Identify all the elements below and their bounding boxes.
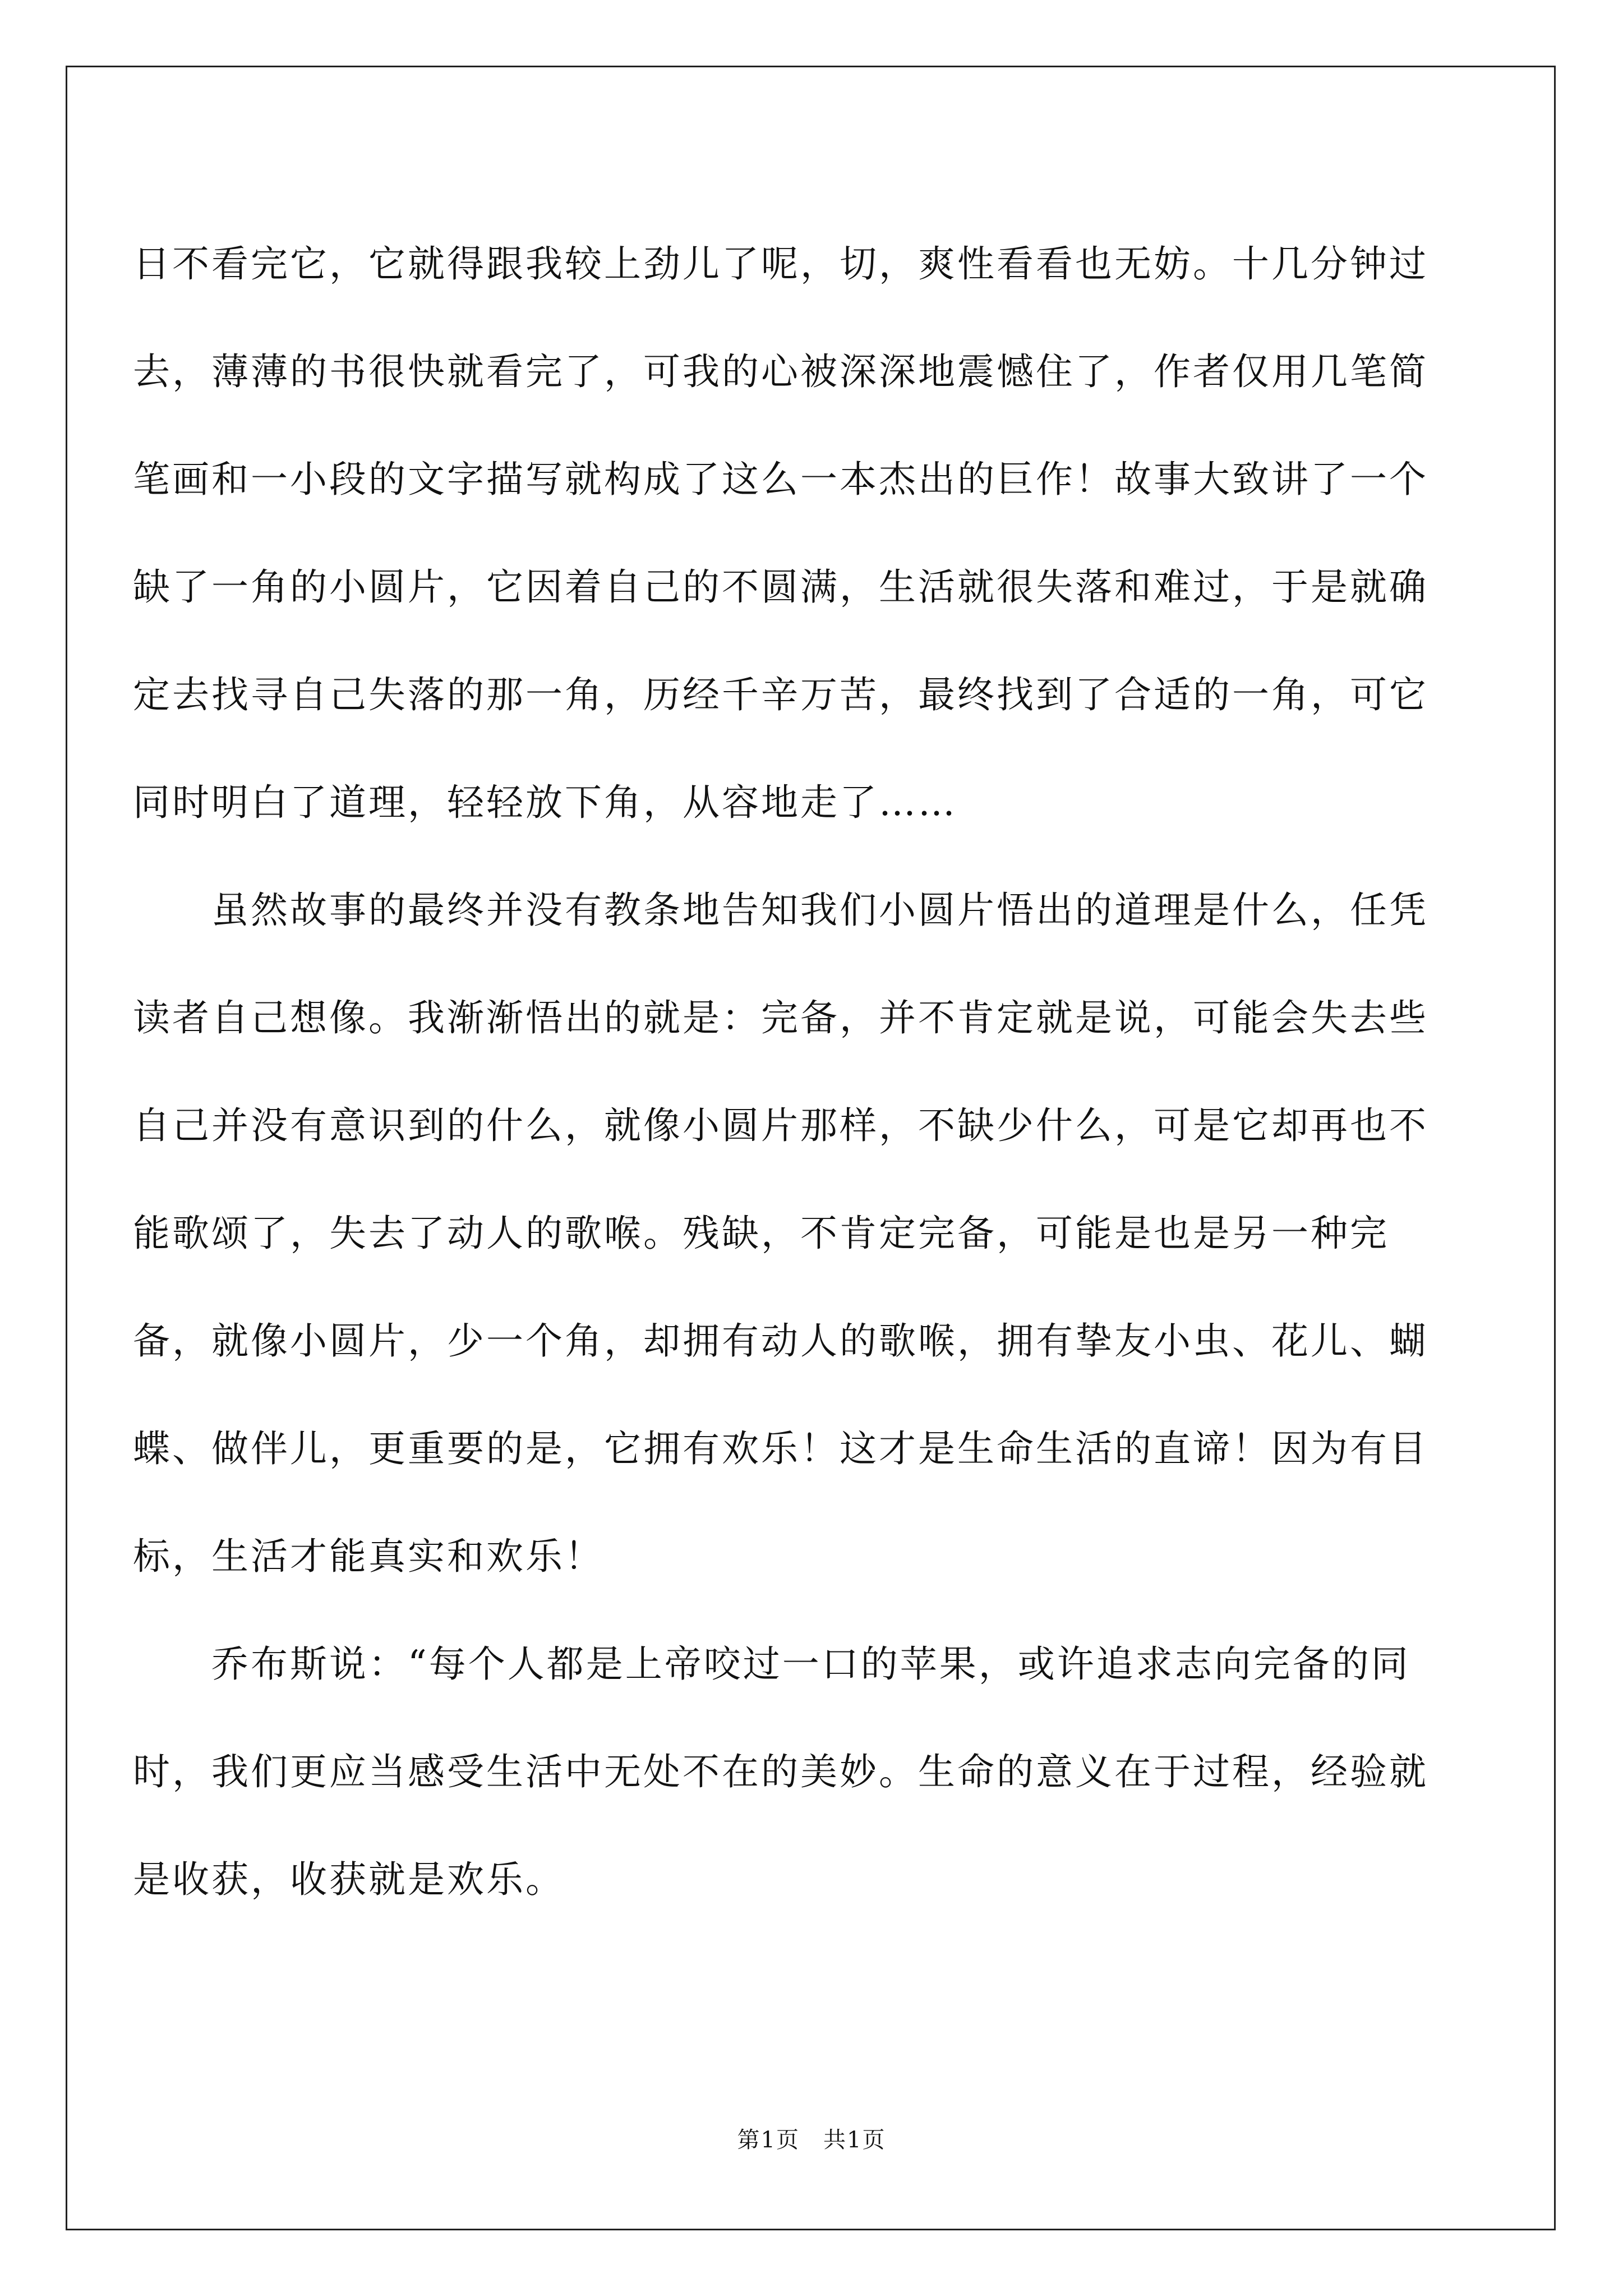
paragraph-1: 日不看完它，它就得跟我较上劲儿了呢，切，爽性看看也无妨。十几分钟过去，薄薄的书很快就看完了，可我的心被深深地震憾住了，作者仅用几笔简笔画和一小段的文字描写就构成了这么一本杰出的巨作！故事大致讲了一个缺了一角的小圆片，它因着自己的不圆满，生活就很失落和难过，于是就确定去找寻自己失落的那一角，历经千辛万苦，最终找到了合适的一角，可它同时明白了道理，轻轻放下角，从容地走了…… (133, 242, 1428, 824)
document-body (133, 210, 1432, 1934)
paragraph-2: 虽然故事的最终并没有教条地告知我们小圆片悟出的道理是什么，任凭读者自己想像。我渐渐悟出的就是：完备，并不肯定就是说，可能会失去些自己并没有意识到的什么，就像小圆片那样，不缺少什么，可是它却再也不能歌颂了，失去了动人的歌喉。残缺，不肯定完备，可能是也是另一种完备，就像小圆片，少一个角，却拥有动人的歌喉，拥有挚友小虫、花儿、蝴蝶、做伴儿，更重要的是，它拥有欢乐！这才是生命生活的直谛！因为有目标，生活才能真实和欢乐！ (133, 889, 1428, 1578)
page-footer: 第1页 共1页 (737, 2127, 886, 2153)
paragraph-3: 乔布斯说：“每个人都是上帝咬过一口的苹果，或许追求志向完备的同时，我们更应当感受生活中无处不在的美妙。生命的意义在于过程，经验就是收获，收获就是欢乐。 (133, 1642, 1428, 1901)
